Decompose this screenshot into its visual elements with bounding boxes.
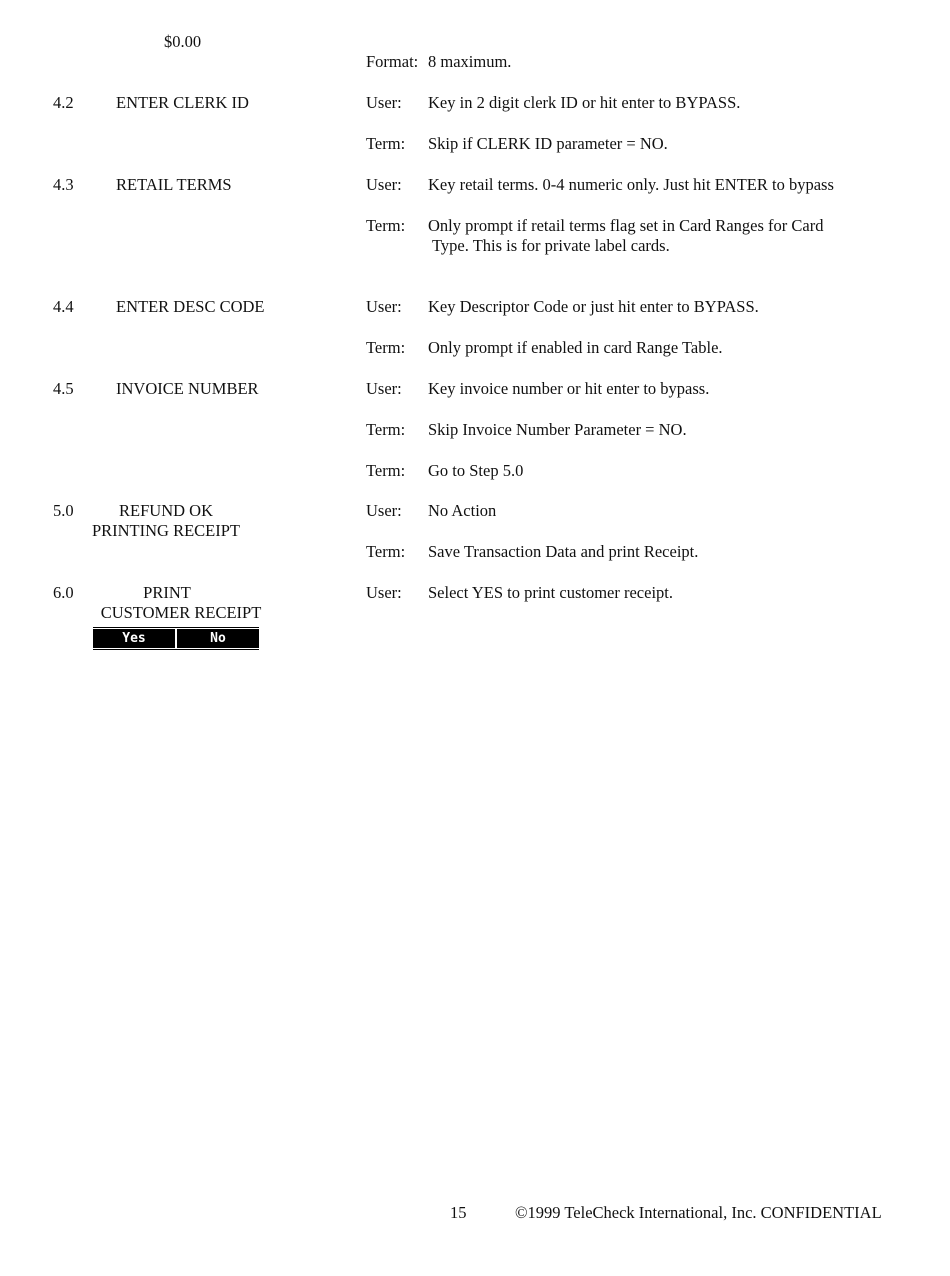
copyright-notice: ©1999 TeleCheck International, Inc. CONFIDENTIAL [515,1203,882,1222]
step-description: Select YES to print customer receipt. [428,583,673,602]
step-prompt: ENTER DESC CODE [116,297,265,316]
step-number: 5.0 [53,501,74,520]
role-label: User: [366,175,402,194]
step-prompt: REFUND OK [119,501,213,520]
step-description: Skip Invoice Number Parameter = NO. [428,420,687,439]
role-label: User: [366,501,402,520]
step-description: Key Descriptor Code or just hit enter to BYPASS. [428,297,759,316]
step-description: Key invoice number or hit enter to bypass. [428,379,710,398]
format-text: 8 maximum. [428,52,512,71]
step-description: Key in 2 digit clerk ID or hit enter to BYPASS. [428,93,741,112]
role-label: Term: [366,134,406,153]
step-description: Only prompt if retail terms flag set in Card Ranges for Card [428,216,824,235]
step-description: Skip if CLERK ID parameter = NO. [428,134,668,153]
step-prompt: ENTER CLERK ID [116,93,249,112]
role-label: User: [366,379,402,398]
role-label: Term: [366,338,406,357]
step-description: Save Transaction Data and print Receipt. [428,542,699,561]
no-softkey: No [175,629,259,648]
role-label: Term: [366,420,406,439]
step-prompt: PRINT [143,583,191,602]
step-prompt: INVOICE NUMBER [116,379,259,398]
role-label: User: [366,93,402,112]
step-number: 4.4 [53,297,74,316]
role-label: Term: [366,216,406,235]
terminal-softkeys [93,627,259,650]
step-number: 6.0 [53,583,74,602]
step-prompt: RETAIL TERMS [116,175,232,194]
amount-display: $0.00 [164,32,202,51]
format-label: Format: [366,52,419,71]
step-prompt-line-2: PRINTING RECEIPT [91,521,241,540]
step-number: 4.5 [53,379,74,398]
step-description: Go to Step 5.0 [428,461,524,480]
step-prompt-line-2: CUSTOMER RECEIPT [100,603,262,622]
step-description: No Action [428,501,497,520]
step-description: Key retail terms. 0-4 numeric only. Just hit ENTER to bypass [428,175,834,194]
step-number: 4.3 [53,175,74,194]
role-label: User: [366,583,402,602]
page-number: 15 [450,1203,467,1222]
yes-softkey: Yes [122,631,146,646]
role-label: User: [366,297,402,316]
step-number: 4.2 [53,93,74,112]
role-label: Term: [366,461,406,480]
step-description: Only prompt if enabled in card Range Table. [428,338,723,357]
step-description-continued: Type. This is for private label cards. [432,236,670,255]
role-label: Term: [366,542,406,561]
